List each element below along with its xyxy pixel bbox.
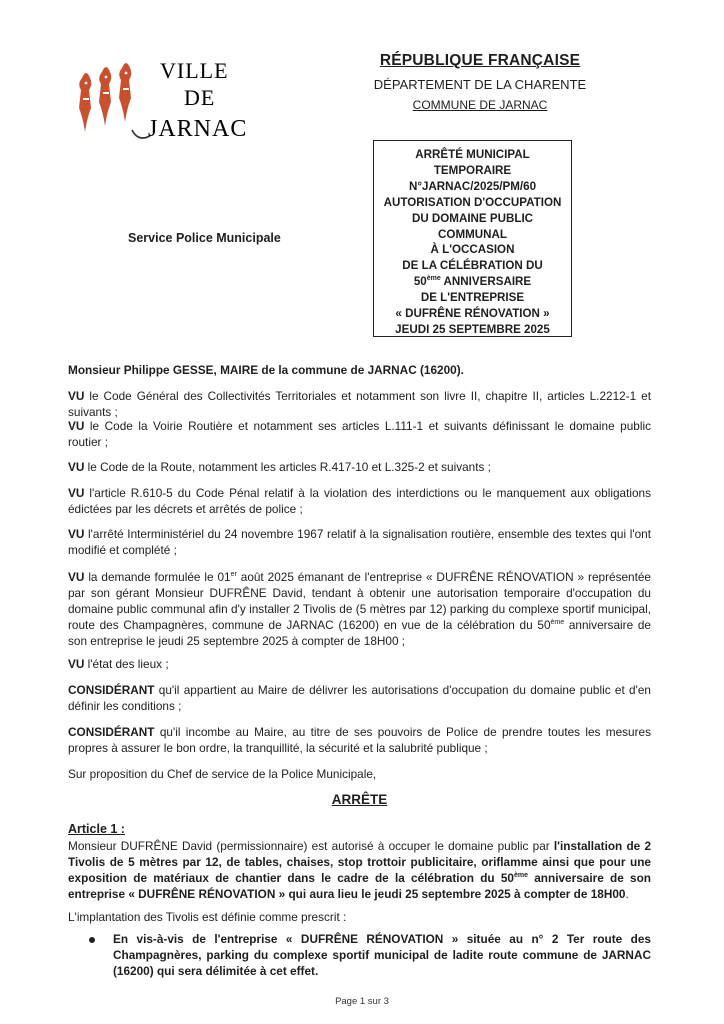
vu-paragraph-4: VU l'article R.610-5 du Code Pénal relatif à la violation des interdictions ou le manquement aux obligations édictées par les décrets et arrêtés de police ; [68, 486, 651, 516]
vu-paragraph-5: VU l'arrêté Interministériel du 24 novembre 1967 relatif à la signalisation routière, ensemble des textes qui l'ont modifié et complété ; [68, 527, 651, 557]
title-line: DE L'ENTREPRISE [420, 291, 525, 305]
heraldic-fish-emblem-icon [74, 58, 264, 148]
considerant-paragraph-2: CONSIDÉRANT qu'il incombe au Maire, au titre de ses pouvoirs de Police de prendre toutes les mesures propres à assurer le bon ordre, la tranquillité, la sécurité et la salubrité publique ; [68, 725, 651, 755]
title-line: COMMUNAL [438, 227, 507, 241]
page-number: Page 1 sur 3 [335, 996, 389, 1007]
title-line: JEUDI 25 SEPTEMBRE 2025 [395, 322, 550, 336]
svg-text:VILLE: VILLE [160, 58, 229, 83]
title-line: DE LA CÉLÉBRATION DU [402, 259, 543, 273]
vu-paragraph-7: VU l'état des lieux ; [68, 657, 169, 671]
title-line: N°JARNAC/2025/PM/60 [408, 179, 537, 193]
proposition-line: Sur proposition du Chef de service de la Police Municipale, [68, 767, 377, 781]
bullet-item: En vis-à-vis de l'entreprise « DUFRÊNE RÉNOVATION » située au n° 2 Ter route des Champagnères, parking du complexe sportif municipal de ladite route commune de JARNAC (16200) qui sera délimitée à cet effet. [113, 932, 651, 978]
implantation-line: L'implantation des Tivolis est définie comme prescrit : [68, 910, 347, 924]
vu-paragraph-3: VU le Code de la Route, notamment les articles R.417-10 et L.325-2 et suivants ; [68, 460, 491, 474]
arrete-heading: ARRÊTE [331, 792, 388, 807]
title-line: ARRÊTÉ MUNICIPAL [415, 148, 530, 161]
vu-paragraph-6: VU la demande formulée le 01er août 2025 émanant de l'entreprise « DUFRÊNE RÉNOVATION » représentée par son gérant Monsieur DUFRÊNE David, tendant à obtenir une autorisation temporaire d'occupation du domaine public communal afin d'y installer 2 Tivolis de (5 mètres par 12) parking du complexe sportif municipal, route des Champagnères, commune de JARNAC (16200) en vue de la célébration du 50ème anniversaire de son entreprise le jeudi 25 septembre 2025 à compter de 18H00 ; [68, 570, 651, 648]
vu-paragraph-1: VU le Code Général des Collectivités Territoriales et notamment son livre II, chapitre II, articles L.2212-1 et suivants ; [68, 389, 651, 419]
service-label: Service Police Municipale [128, 231, 281, 245]
svg-text:DE: DE [184, 85, 216, 110]
vu-paragraph-2: VU le Code la Voirie Routière et notamment ses articles L.111-1 et suivants définissant le domaine public routier ; [68, 419, 651, 449]
svg-text:JARNAC: JARNAC [148, 116, 248, 142]
title-line: À L'OCCASION [430, 243, 515, 257]
title-line-anniversary [378, 274, 567, 290]
republic-heading: RÉPUBLIQUE FRANÇAISE [379, 52, 581, 69]
anniversary-word: ANNIVERSAIRE [443, 275, 532, 289]
mayor-line: Monsieur Philippe GESSE, MAIRE de la commune de JARNAC (16200). [68, 363, 464, 377]
commune-heading: COMMUNE DE JARNAC [412, 98, 548, 112]
anniversary-sup: ème [426, 275, 441, 283]
department-heading: DÉPARTEMENT DE LA CHARENTE [373, 77, 587, 92]
article-1-text: Monsieur DUFRÊNE David (permissionnaire) est autorisé à occuper le domaine public par l'installation de 2 Tivolis de 5 mètres par 12, de tables, chaises, stop trottoir publicitaire, oriflamme ainsi que pour une exposition de matériaux de chantier dans le cadre de la célébration du 50ème anniversaire de son entreprise « DUFRÊNE RÉNOVATION » qui aura lieu le jeudi 25 septembre 2025 à compter de 18H00. [68, 839, 652, 901]
article-1-title: Article 1 : [68, 822, 125, 836]
title-line: AUTORISATION D'OCCUPATION [383, 195, 562, 209]
title-line: TEMPORAIRE [433, 163, 512, 177]
considerant-paragraph-1: CONSIDÉRANT qu'il appartient au Maire de délivrer les autorisations d'occupation du domaine public et d'en définir les conditions ; [68, 683, 651, 713]
bullet-icon [89, 937, 95, 943]
decree-title-box [373, 140, 572, 337]
title-line: DU DOMAINE PUBLIC [411, 211, 534, 225]
title-line: « DUFRÊNE RÉNOVATION » [395, 307, 550, 321]
anniversary-number: 50 [413, 275, 427, 289]
jarnac-logo [74, 58, 264, 148]
